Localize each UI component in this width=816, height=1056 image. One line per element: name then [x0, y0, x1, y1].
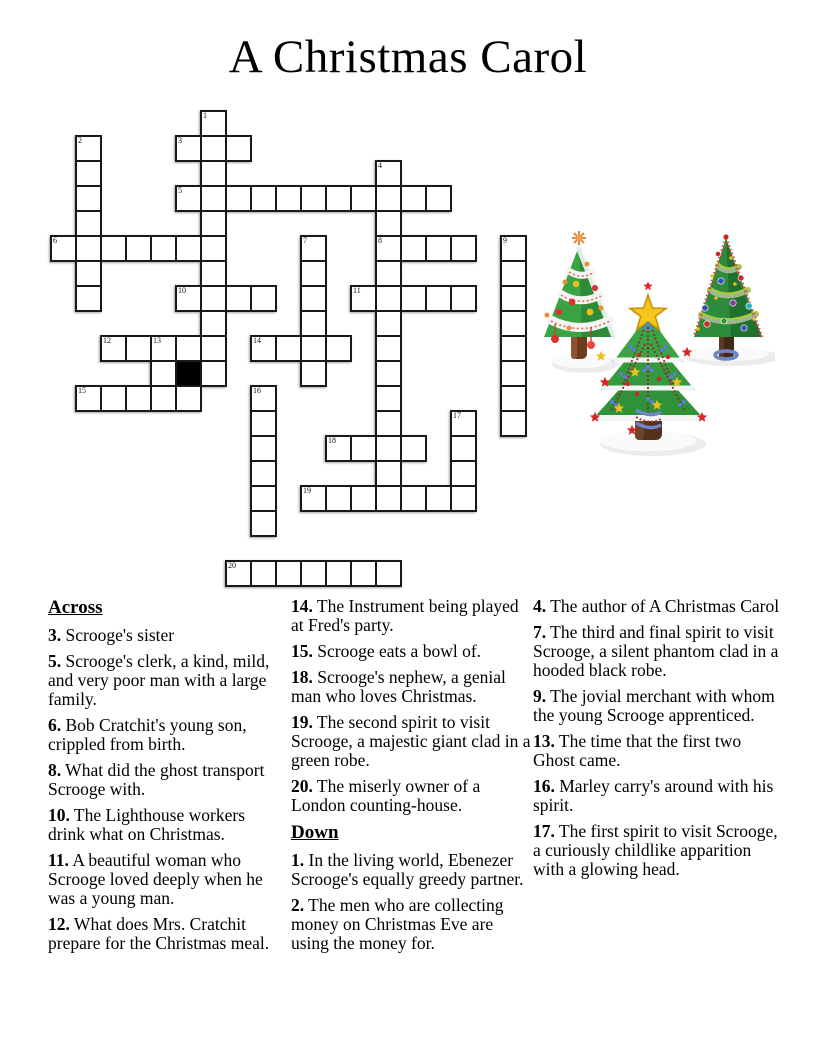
- answer-cell: [200, 210, 227, 237]
- clue-item: 16. Marley carry's around with his spirit.: [533, 776, 774, 815]
- christmas-tree-right: [694, 234, 762, 359]
- answer-cell: [250, 560, 277, 587]
- answer-cell: [175, 185, 202, 212]
- cell-number: 4: [378, 161, 382, 170]
- answer-cell: [325, 560, 352, 587]
- clue-number: 2.: [291, 895, 305, 915]
- answer-cell: [325, 485, 352, 512]
- answer-cell: [200, 160, 227, 187]
- answer-cell: [175, 385, 202, 412]
- answer-cell: [375, 560, 402, 587]
- clue-section-header: Down: [291, 822, 339, 843]
- answer-cell: [175, 135, 202, 162]
- page-title: A Christmas Carol: [228, 31, 588, 83]
- answer-cell: [250, 335, 277, 362]
- cell-number: 20: [228, 561, 236, 570]
- answer-cell: [125, 235, 152, 262]
- answer-cell: [125, 385, 152, 412]
- answer-cell: [375, 160, 402, 187]
- answer-cell: [450, 410, 477, 437]
- answer-cell: [75, 385, 102, 412]
- answer-cell: [150, 360, 177, 387]
- answer-cell: [350, 285, 377, 312]
- answer-cell: [500, 335, 527, 362]
- answer-cell: [200, 310, 227, 337]
- answer-cell: [300, 335, 327, 362]
- answer-cell: [250, 385, 277, 412]
- answer-cell: [225, 560, 252, 587]
- clue-item: 1. In the living world, Ebenezer Scrooge's equally greedy partner.: [291, 850, 524, 889]
- answer-cell: [300, 185, 327, 212]
- answer-cell: [400, 185, 427, 212]
- answer-cell: [500, 310, 527, 337]
- cell-number: 8: [378, 236, 382, 245]
- answer-cell: [300, 285, 327, 312]
- answer-cell: [300, 310, 327, 337]
- christmas-tree-left: [544, 231, 615, 359]
- clue-item: 17. The first spirit to visit Scrooge, a curiously childlike apparition with a glowing head.: [533, 821, 778, 879]
- clue-item: 19. The second spirit to visit Scrooge, a majestic giant clad in a green robe.: [291, 712, 531, 770]
- answer-cell: [500, 260, 527, 287]
- clue-item: 13. The time that the first two Ghost came.: [533, 731, 742, 770]
- answer-cell: [425, 185, 452, 212]
- answer-cell: [375, 435, 402, 462]
- answer-cell: [425, 285, 452, 312]
- answer-cell: [325, 335, 352, 362]
- cell-number: 6: [53, 236, 57, 245]
- blocked-cell: [175, 360, 202, 387]
- answer-cell: [425, 485, 452, 512]
- answer-cell: [75, 210, 102, 237]
- answer-cell: [200, 135, 227, 162]
- cell-number: 18: [328, 436, 336, 445]
- clue-number: 5.: [48, 651, 62, 671]
- answer-cell: [200, 185, 227, 212]
- answer-cell: [250, 510, 277, 537]
- cell-number: 10: [178, 286, 186, 295]
- clue-number: 1.: [291, 850, 305, 870]
- answer-cell: [375, 235, 402, 262]
- clue-number: 15.: [291, 641, 313, 661]
- clue-number: 13.: [533, 731, 555, 751]
- answer-cell: [375, 335, 402, 362]
- answer-cell: [375, 385, 402, 412]
- answer-cell: [450, 285, 477, 312]
- clue-item: 3. Scrooge's sister: [48, 625, 175, 645]
- clue-item: 14. The Instrument being played at Fred's party.: [291, 596, 519, 635]
- answer-cell: [100, 385, 127, 412]
- clue-item: 15. Scrooge eats a bowl of.: [291, 641, 482, 661]
- answer-cell: [450, 235, 477, 262]
- answer-cell: [500, 285, 527, 312]
- clue-item: 4. The author of A Christmas Carol: [533, 596, 780, 616]
- answer-cell: [250, 185, 277, 212]
- clue-item: 12. What does Mrs. Cratchit prepare for the Christmas meal.: [48, 914, 270, 953]
- answer-cell: [300, 260, 327, 287]
- answer-cell: [100, 235, 127, 262]
- clue-column: [533, 597, 783, 886]
- answer-cell: [200, 235, 227, 262]
- clue-number: 14.: [291, 596, 313, 616]
- clue-number: 18.: [291, 667, 313, 687]
- answer-cell: [250, 460, 277, 487]
- clue-number: 6.: [48, 715, 62, 735]
- answer-cell: [75, 235, 102, 262]
- cell-number: 16: [253, 386, 261, 395]
- cell-number: 7: [303, 236, 307, 245]
- answer-cell: [300, 360, 327, 387]
- answer-cell: [325, 435, 352, 462]
- cell-number: 15: [78, 386, 86, 395]
- answer-cell: [300, 485, 327, 512]
- answer-cell: [275, 560, 302, 587]
- answer-cell: [400, 235, 427, 262]
- clue-number: 17.: [533, 821, 555, 841]
- clue-number: 11.: [48, 850, 69, 870]
- answer-cell: [400, 435, 427, 462]
- answer-cell: [100, 335, 127, 362]
- answer-cell: [450, 460, 477, 487]
- clue-item: 7. The third and final spirit to visit Scrooge, a silent phantom clad in a hooded black robe.: [533, 622, 779, 680]
- answer-cell: [350, 185, 377, 212]
- answer-cell: [200, 360, 227, 387]
- answer-cell: [75, 185, 102, 212]
- cell-number: 3: [178, 136, 182, 145]
- answer-cell: [150, 385, 177, 412]
- answer-cell: [300, 560, 327, 587]
- clue-item: 20. The miserly owner of a London counting-house.: [291, 776, 481, 815]
- answer-cell: [375, 185, 402, 212]
- clue-item: 18. Scrooge's nephew, a genial man who loves Christmas.: [291, 667, 506, 706]
- answer-cell: [200, 285, 227, 312]
- christmas-trees-illustration: [535, 224, 775, 460]
- answer-cell: [275, 185, 302, 212]
- answer-cell: [375, 285, 402, 312]
- answer-cell: [125, 335, 152, 362]
- answer-cell: [200, 110, 227, 137]
- clue-item: 9. The jovial merchant with whom the young Scrooge apprenticed.: [533, 686, 775, 725]
- clue-item: 10. The Lighthouse workers drink what on Christmas.: [48, 805, 246, 844]
- cell-number: 2: [78, 136, 82, 145]
- cell-number: 14: [253, 336, 261, 345]
- answer-cell: [225, 185, 252, 212]
- clue-item: 8. What did the ghost transport Scrooge with.: [48, 760, 265, 799]
- answer-cell: [325, 185, 352, 212]
- clue-number: 3.: [48, 625, 62, 645]
- answer-cell: [75, 285, 102, 312]
- answer-cell: [425, 235, 452, 262]
- answer-cell: [400, 285, 427, 312]
- clue-number: 19.: [291, 712, 313, 732]
- cell-number: 13: [153, 336, 161, 345]
- answer-cell: [150, 335, 177, 362]
- cell-number: 17: [453, 411, 461, 420]
- clue-number: 12.: [48, 914, 70, 934]
- answer-cell: [400, 485, 427, 512]
- answer-cell: [225, 285, 252, 312]
- answer-cell: [450, 435, 477, 462]
- answer-cell: [500, 360, 527, 387]
- answer-cell: [250, 410, 277, 437]
- answer-cell: [175, 335, 202, 362]
- cell-number: 11: [353, 286, 361, 295]
- answer-cell: [375, 310, 402, 337]
- answer-cell: [75, 135, 102, 162]
- answer-cell: [175, 285, 202, 312]
- clue-column: [291, 597, 531, 960]
- answer-cell: [375, 210, 402, 237]
- answer-cell: [375, 360, 402, 387]
- answer-cell: [250, 485, 277, 512]
- answer-cell: [500, 385, 527, 412]
- clue-column: [48, 597, 285, 960]
- clue-number: 10.: [48, 805, 70, 825]
- clue-item: 6. Bob Cratchit's young son, crippled from birth.: [48, 715, 247, 754]
- answer-cell: [375, 260, 402, 287]
- cell-number: 12: [103, 336, 111, 345]
- answer-cell: [50, 235, 77, 262]
- answer-cell: [350, 560, 377, 587]
- answer-cell: [350, 485, 377, 512]
- clue-number: 7.: [533, 622, 547, 642]
- answer-cell: [450, 485, 477, 512]
- clue-item: 5. Scrooge's clerk, a kind, mild, and very poor man with a large family.: [48, 651, 270, 709]
- clue-item: 11. A beautiful woman who Scrooge loved deeply when he was a young man.: [48, 850, 263, 908]
- answer-cell: [200, 335, 227, 362]
- cell-number: 5: [178, 186, 182, 195]
- answer-cell: [225, 135, 252, 162]
- answer-cell: [375, 410, 402, 437]
- answer-cell: [500, 235, 527, 262]
- answer-cell: [375, 460, 402, 487]
- crossword-grid: [50, 110, 528, 588]
- cell-number: 9: [503, 236, 507, 245]
- answer-cell: [175, 235, 202, 262]
- cell-number: 19: [303, 486, 311, 495]
- answer-cell: [375, 485, 402, 512]
- answer-cell: [200, 260, 227, 287]
- clue-number: 16.: [533, 776, 555, 796]
- answer-cell: [250, 435, 277, 462]
- cell-number: 1: [203, 111, 207, 120]
- clue-section-header: Across: [48, 597, 103, 618]
- answer-cell: [75, 160, 102, 187]
- clue-item: 2. The men who are collecting money on Christmas Eve are using the money for.: [291, 895, 504, 953]
- clue-number: 20.: [291, 776, 313, 796]
- clue-number: 4.: [533, 596, 547, 616]
- answer-cell: [250, 285, 277, 312]
- answer-cell: [500, 410, 527, 437]
- answer-cell: [275, 335, 302, 362]
- answer-cell: [150, 235, 177, 262]
- answer-cell: [300, 235, 327, 262]
- answer-cell: [75, 260, 102, 287]
- clue-number: 9.: [533, 686, 547, 706]
- answer-cell: [350, 435, 377, 462]
- clue-number: 8.: [48, 760, 62, 780]
